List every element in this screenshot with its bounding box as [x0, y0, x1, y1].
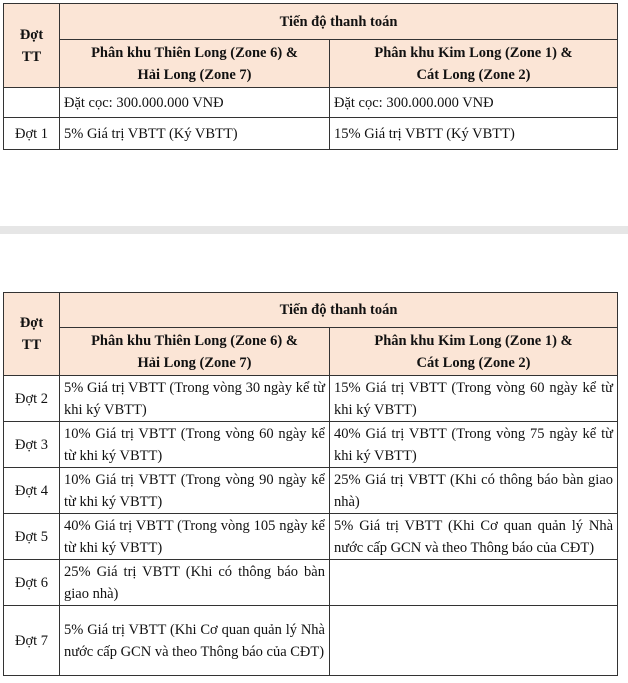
dot-cell: Đợt 3: [4, 422, 60, 468]
dot-tt-header: Đợt TT: [4, 293, 60, 376]
table-row: [4, 422, 618, 468]
dot-cell: Đợt 2: [4, 376, 60, 422]
zone-a-header: [60, 40, 330, 88]
table-row: [4, 88, 618, 118]
dot-cell: Đợt 5: [4, 514, 60, 560]
zone-a-cell: 10% Giá trị VBTT (Trong vòng 90 ngày kể từ khi ký VBTT): [60, 468, 330, 514]
zone-a-line1: Phân khu Thiên Long (Zone 6) &: [91, 44, 298, 61]
dot-tt-header: Đợt TT: [4, 4, 60, 88]
zone-a-cell: 5% Giá trị VBTT (Trong vòng 30 ngày kể từ khi ký VBTT): [60, 376, 330, 422]
zone-b-cell: Đặt cọc: 300.000.000 VNĐ: [330, 88, 618, 118]
zone-a-cell: 10% Giá trị VBTT (Trong vòng 60 ngày kể từ khi ký VBTT): [60, 422, 330, 468]
zone-a-cell: 5% Giá trị VBTT (Khi Cơ quan quản lý Nhà nước cấp GCN và theo Thông báo của CĐT): [60, 606, 330, 676]
zone-b-cell: 15% Giá trị VBTT (Ký VBTT): [330, 118, 618, 150]
dot-cell: Đợt 1: [4, 118, 60, 150]
zone-a-cell: 40% Giá trị VBTT (Trong vòng 105 ngày kể từ khi ký VBTT): [60, 514, 330, 560]
zone-b-cell: 15% Giá trị VBTT (Trong vòng 60 ngày kể từ khi ký VBTT): [330, 376, 618, 422]
section-divider: [0, 226, 628, 234]
zone-b-cell: 5% Giá trị VBTT (Khi Cơ quan quản lý Nhà nước cấp GCN và theo Thông báo của CĐT): [330, 514, 618, 560]
dot-cell: [4, 88, 60, 118]
zone-a-line1: Phân khu Thiên Long (Zone 6) &: [91, 332, 298, 349]
zone-b-cell: 40% Giá trị VBTT (Trong vòng 75 ngày kể từ khi ký VBTT): [330, 422, 618, 468]
table-row: [4, 514, 618, 560]
zone-b-line1: Phân khu Kim Long (Zone 1) &: [374, 44, 573, 61]
zone-b-header: [330, 40, 618, 88]
table-row: [4, 560, 618, 606]
table-row: [4, 468, 618, 514]
zone-a-header: [60, 328, 330, 376]
zone-b-line1: Phân khu Kim Long (Zone 1) &: [374, 332, 573, 349]
tien-do-header: Tiến độ thanh toán: [60, 293, 618, 328]
zone-a-cell: 5% Giá trị VBTT (Ký VBTT): [60, 118, 330, 150]
dot-cell: Đợt 6: [4, 560, 60, 606]
zone-b-cell: [330, 606, 618, 676]
dot-cell: Đợt 7: [4, 606, 60, 676]
zone-a-line2: Hải Long (Zone 7): [137, 66, 252, 83]
zone-a-line2: Hải Long (Zone 7): [137, 354, 252, 371]
zone-a-cell: 25% Giá trị VBTT (Khi có thông báo bàn giao nhà): [60, 560, 330, 606]
zone-b-cell: 25% Giá trị VBTT (Khi có thông báo bàn giao nhà): [330, 468, 618, 514]
dot-cell: Đợt 4: [4, 468, 60, 514]
table-row: [4, 118, 618, 150]
zone-b-line2: Cát Long (Zone 2): [416, 354, 531, 371]
payment-schedule-table-2: [3, 292, 618, 676]
zone-b-header: [330, 328, 618, 376]
table-row: [4, 376, 618, 422]
tien-do-header: Tiến độ thanh toán: [60, 4, 618, 40]
zone-b-cell: [330, 560, 618, 606]
payment-schedule-table-1: [3, 3, 618, 150]
table-row: [4, 606, 618, 676]
zone-a-cell: Đặt cọc: 300.000.000 VNĐ: [60, 88, 330, 118]
zone-b-line2: Cát Long (Zone 2): [416, 66, 531, 83]
